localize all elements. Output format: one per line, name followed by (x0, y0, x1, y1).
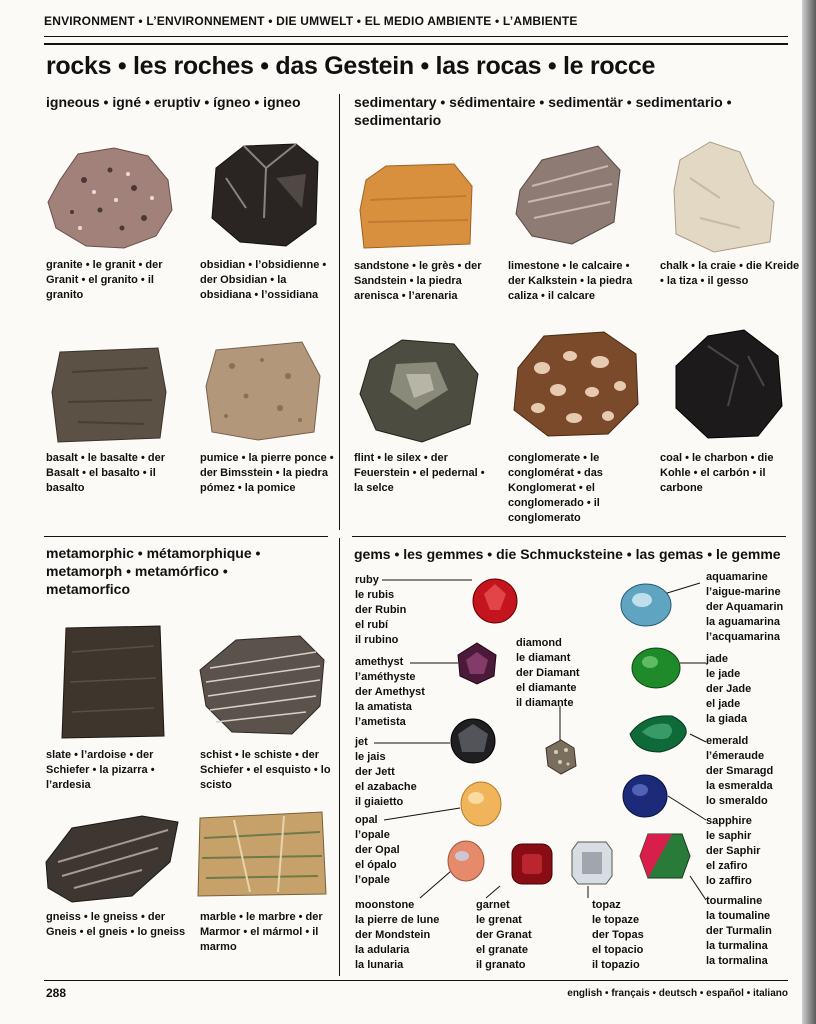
jet-gem-image (448, 716, 498, 766)
emerald-label: emerald l’émeraude der Smaragd la esmeralda lo smeraldo (706, 735, 774, 807)
flint-caption: flint • le silex • der Feuerstein • el pedernal • la selce (354, 452, 485, 494)
gneiss-caption: gneiss • le gneiss • der Gneis • el gneis • lo gneiss (46, 911, 186, 938)
diamond-label: diamond le diamant der Diamant el diamante il diamante (516, 637, 580, 709)
igneous-heading: igneous • igné • eruptiv • ígneo • igneo (46, 94, 301, 110)
moonstone-gem-image (444, 838, 488, 884)
opal-gem-image (456, 780, 506, 828)
amethyst-label: amethyst l’améthyste der Amethyst la amatista l’ametista (355, 656, 425, 728)
metamorphic-heading: metamorphic • métamorphique • metamorph • metamórfico • metamorfico (46, 545, 261, 597)
pumice-caption: pumice • la pierre ponce • der Bimsstein • la piedra pómez • la pomice (200, 452, 334, 494)
emerald-gem-image (624, 712, 690, 756)
section-header: ENVIRONMENT • L’ENVIRONNEMENT • DIE UMWELT • EL MEDIO AMBIENTE • L’AMBIENTE (44, 14, 578, 28)
ruby-label: ruby le rubis der Rubin el rubí il rubino (355, 574, 407, 646)
sandstone-caption: sandstone • le grès • der Sandstein • la piedra arenisca • l’arenaria (354, 260, 482, 302)
granite-caption: granite • le granit • der Granit • el granito • il granito (46, 259, 163, 301)
opal-label: opal l’opale der Opal el ópalo l’opale (355, 814, 400, 886)
topaz-gem-image (568, 838, 616, 888)
page-title: rocks • les roches • das Gestein • las rocas • le rocce (46, 52, 656, 80)
schist-caption: schist • le schiste • der Schiefer • el esquisto • lo scisto (200, 749, 331, 791)
jade-gem-image (630, 646, 682, 690)
tourmaline-label: tourmaline la toumaline der Turmalin la turmalina la tormalina (706, 895, 772, 967)
conglomerate-caption: conglomerate • le conglomérat • das Konglomerat • el conglomerado • il conglomerato (508, 452, 603, 524)
aquamarine-label: aquamarine l’aigue-marine der Aquamarin la aguamarina l’acquamarina (706, 571, 784, 643)
sapphire-label: sapphire le saphir der Saphir el zafiro lo zaffiro (706, 815, 761, 887)
obsidian-caption: obsidian • l’obsidienne • der Obsidian • la obsidiana • l’ossidiana (200, 259, 327, 301)
topaz-label: topaz le topaze der Topas el topacio il topazio (592, 899, 644, 971)
tourmaline-gem-image (636, 830, 694, 882)
jet-label: jet le jais der Jett el azabache il giaietto (355, 736, 417, 808)
coal-caption: coal • le charbon • die Kohle • el carbón • il carbone (660, 452, 774, 494)
diamond-gem-image (544, 738, 578, 776)
amethyst-gem-image (454, 640, 500, 686)
sedimentary-heading: sedimentary • sédimentaire • sedimentär • sedimentario • sedimentario (354, 94, 732, 128)
footer-rule (44, 980, 788, 981)
aquamarine-gem-image (618, 580, 674, 630)
footer-languages: english • français • deutsch • español • italiano (567, 988, 788, 999)
gems-heading: gems • les gemmes • die Schmucksteine • las gemas • le gemme (354, 546, 781, 562)
marble-caption: marble • le marbre • der Marmor • el mármol • il marmo (200, 911, 323, 953)
sapphire-gem-image (620, 772, 670, 820)
garnet-label: garnet le grenat der Granat el granate il granato (476, 899, 532, 971)
basalt-caption: basalt • le basalte • der Basalt • el basalto • il basalto (46, 452, 165, 494)
jade-label: jade le jade der Jade el jade la giada (706, 653, 752, 725)
slate-caption: slate • l’ardoise • der Schiefer • la pizarra • l’ardesia (46, 749, 155, 791)
ruby-gem-image (470, 576, 520, 626)
moonstone-label: moonstone la pierre de lune der Mondstein la adularia la lunaria (355, 899, 440, 971)
page-number: 288 (46, 986, 67, 1000)
garnet-gem-image (508, 840, 556, 888)
chalk-caption: chalk • la craie • die Kreide • la tiza • il gesso (660, 260, 800, 287)
limestone-caption: limestone • le calcaire • der Kalkstein • la piedra caliza • il calcare (508, 260, 633, 302)
